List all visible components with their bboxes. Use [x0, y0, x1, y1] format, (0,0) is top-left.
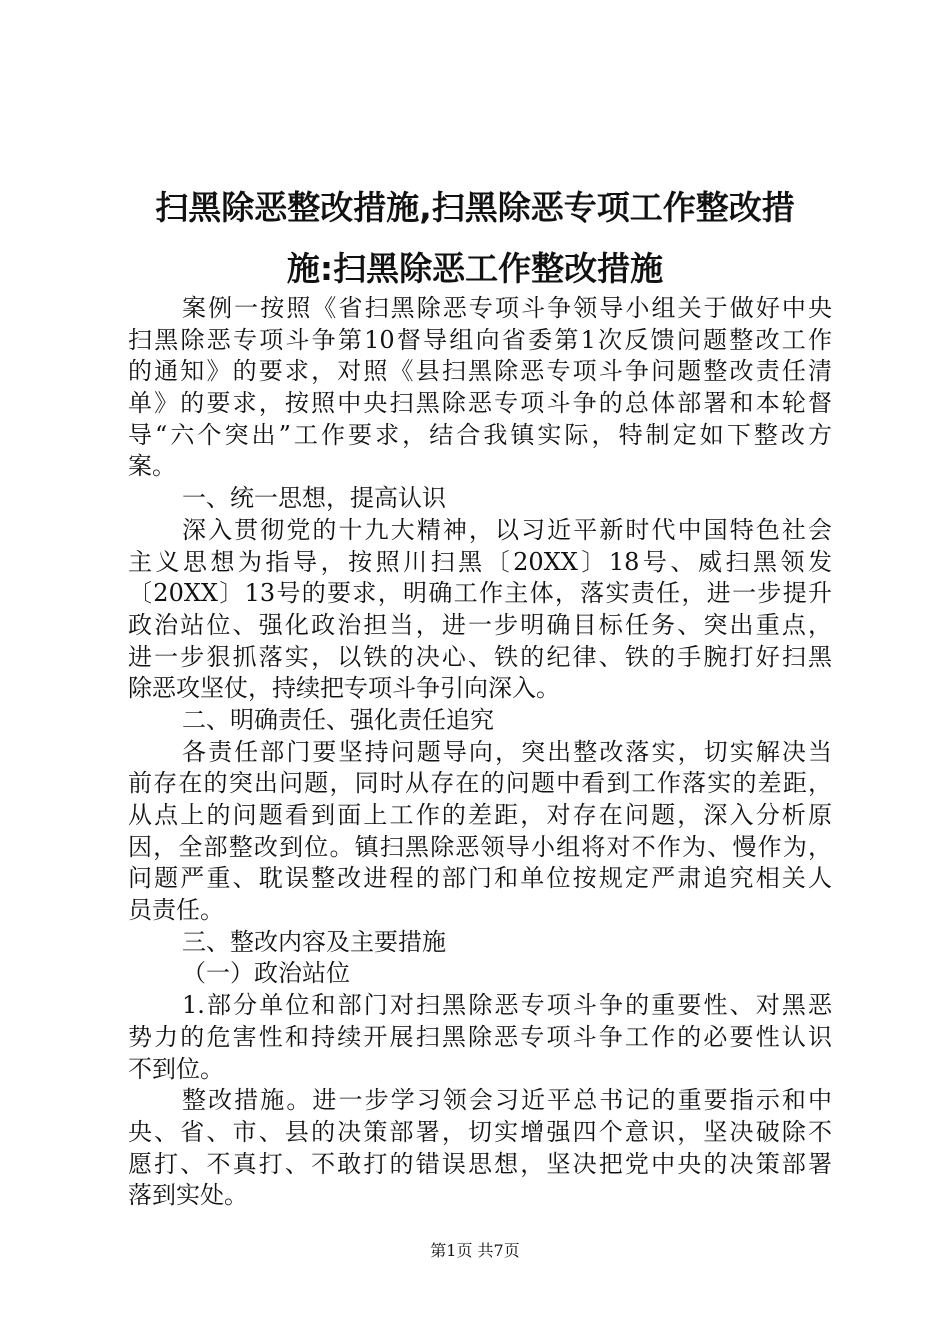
- document-body: [128, 293, 832, 1212]
- body-line: 问题严重、耽误整改进程的部门和单位按规定严肃追究相关人: [128, 864, 832, 893]
- body-line: 〔20XX〕13号的要求，明确工作主体，落实责任，进一步提升: [128, 579, 832, 608]
- body-line: 除恶攻坚仗，持续把专项斗争引向深入。: [128, 674, 560, 703]
- body-line: 势力的危害性和持续开展扫黑除恶专项斗争工作的必要性认识: [128, 1022, 832, 1051]
- body-line: 从点上的问题看到面上工作的差距，对存在问题，深入分析原: [128, 801, 832, 829]
- body-line: 前存在的突出问题，同时从存在的问题中看到工作落实的差距，: [128, 769, 832, 798]
- document-title-line-2: 施:扫黑除恶工作整改措施: [286, 249, 664, 288]
- section-heading: 二、明确责任、强化责任追究: [182, 705, 494, 734]
- body-line: 不到位。: [128, 1054, 224, 1083]
- subsection-heading: （一）政治站位: [182, 959, 350, 988]
- body-line: 愿打、不真打、不敢打的错误思想，坚决把党中央的决策部署: [128, 1149, 832, 1178]
- body-line: 案。: [128, 452, 176, 481]
- section-heading: 一、统一思想，提高认识: [182, 484, 446, 513]
- body-line: 整改措施。进一步学习领会习近平总书记的重要指示和中: [182, 1086, 832, 1115]
- body-line: 深入贯彻党的十九大精神，以习近平新时代中国特色社会: [182, 515, 832, 544]
- body-line: 政治站位、强化政治担当，进一步明确目标任务、突出重点，: [128, 610, 832, 639]
- body-line: 的通知》的要求，对照《县扫黑除恶专项斗争问题整改责任清: [128, 357, 832, 386]
- section-heading: 三、整改内容及主要措施: [182, 927, 446, 956]
- body-line: 进一步狠抓落实，以铁的决心、铁的纪律、铁的手腕打好扫黑: [128, 642, 832, 671]
- body-line: 导“六个突出”工作要求，结合我镇实际，特制定如下整改方: [128, 420, 832, 449]
- body-line: 各责任部门要坚持问题导向，突出整改落实，切实解决当: [182, 737, 832, 766]
- body-line: 落到实处。: [128, 1181, 248, 1210]
- body-line: 主义思想为指导，按照川扫黑〔20XX〕18号、威扫黑领发: [128, 547, 832, 576]
- body-line: 央、省、市、县的决策部署，切实增强四个意识，坚决破除不: [128, 1117, 832, 1146]
- body-line: 1.部分单位和部门对扫黑除恶专项斗争的重要性、对黑恶: [182, 991, 832, 1020]
- body-line: 员责任。: [128, 896, 224, 925]
- page-footer: 第1页 共7页: [430, 1241, 520, 1260]
- body-line: 案例一按照《省扫黑除恶专项斗争领导小组关于做好中央: [182, 294, 832, 322]
- body-line: 扫黑除恶专项斗争第10督导组向省委第1次反馈问题整改工作: [128, 325, 832, 354]
- document-title-line-1: 扫黑除恶整改措施,扫黑除恶专项工作整改措: [155, 188, 795, 227]
- body-line: 因，全部整改到位。镇扫黑除恶领导小组将对不作为、慢作为，: [128, 832, 832, 861]
- body-line: 单》的要求，按照中央扫黑除恶专项斗争的总体部署和本轮督: [128, 389, 832, 418]
